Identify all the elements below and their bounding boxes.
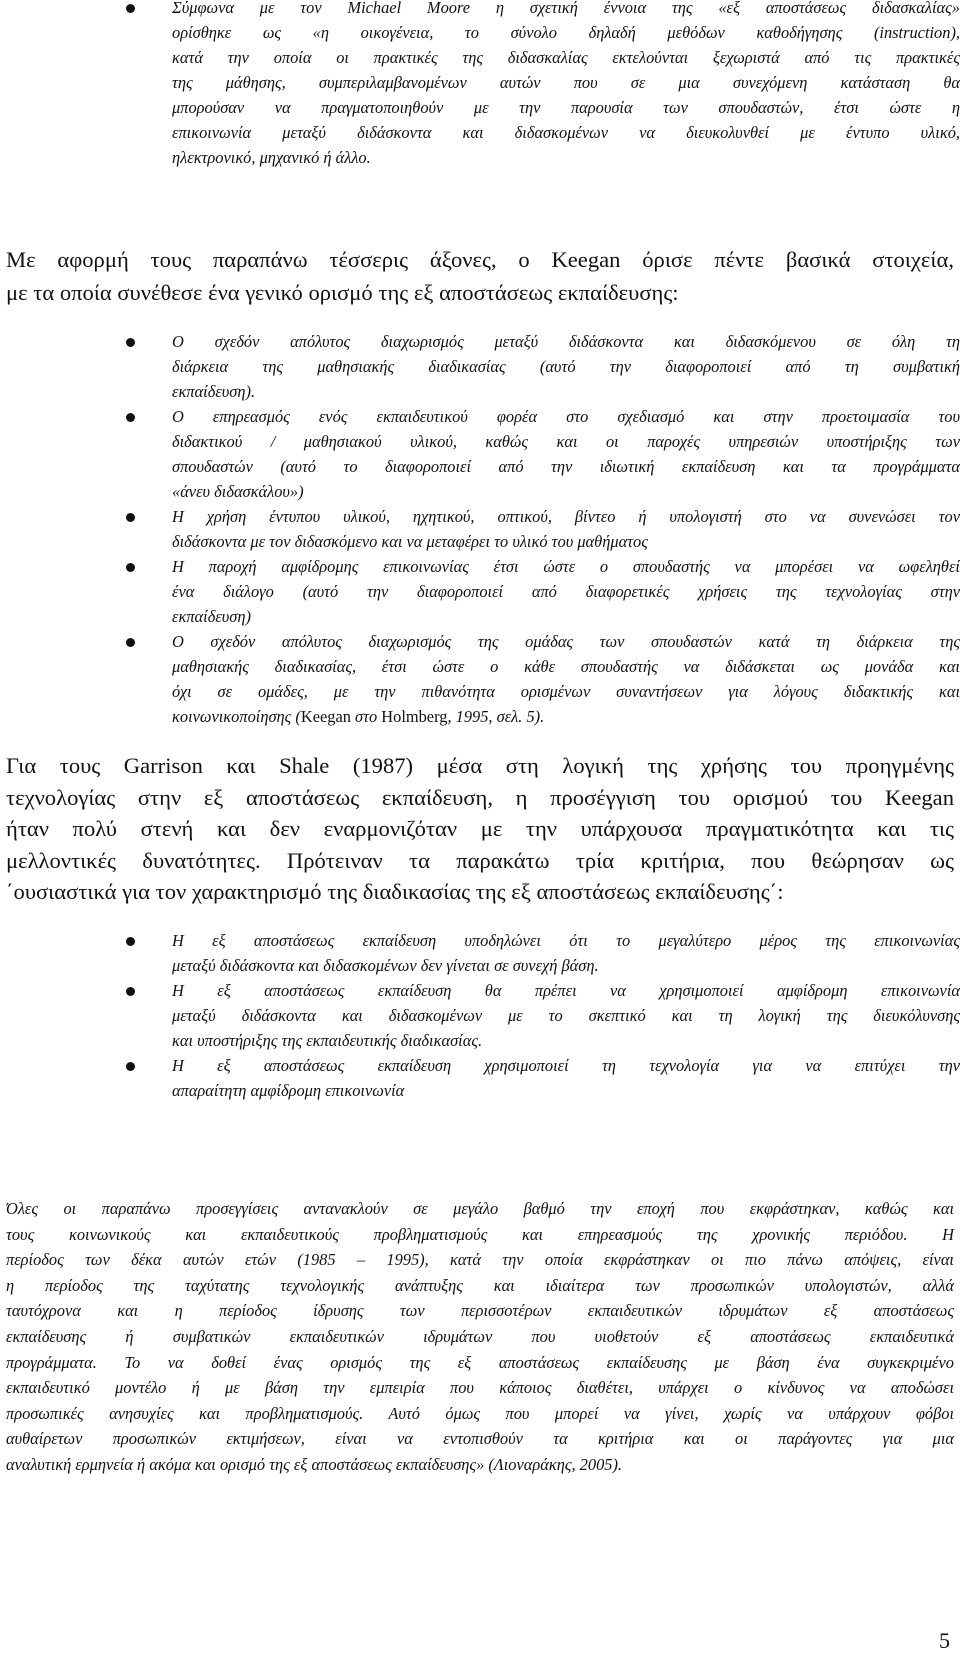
text-line: ΄ουσιαστικά για τον χαρακτηρισμό της διαδικασίας της εξ αποστάσεως εκπαίδευσης΄: bbox=[6, 879, 784, 904]
text-line: τους κοινωνικούς και εκπαιδευτικούς προβληματισμούς και επηρεασμούς της χρονικής περιόδου. Η bbox=[6, 1224, 954, 1244]
list-item bbox=[0, 1053, 960, 1103]
keegan-elements-list bbox=[0, 329, 960, 729]
list-item bbox=[0, 404, 960, 504]
moore-definition-list bbox=[0, 0, 960, 170]
text-line: απαραίτητη αμφίδρομη επικοινωνία bbox=[172, 1081, 405, 1100]
citation-part: κοινωνικοποίησης ( bbox=[172, 707, 301, 726]
bullet-icon bbox=[126, 987, 135, 996]
text-line: η περίοδος της ταχύτατης τεχνολογικής ανάπτυξης και ιδιαίτερα των προσωπικών υπολογιστών, αλλά bbox=[6, 1275, 954, 1295]
text-line: μελλοντικές δυνατότητες. Πρότειναν τα παρακάτω τρία κριτήρια, που θεώρησαν ως bbox=[6, 847, 954, 873]
text-line: Ο σχεδόν απόλυτος διαχωρισμός μεταξύ διδάσκοντα και διδασκόμενου σε όλη τη bbox=[172, 332, 960, 351]
text-line: Όλες οι παραπάνω προσεγγίσεις αντανακλούν σε μεγάλο βαθμό την εποχή που εκφράστηκαν, καθώς και bbox=[6, 1199, 954, 1218]
bullet-icon bbox=[126, 413, 135, 422]
citation-author: Keegan bbox=[300, 707, 351, 726]
text-line: διάρκεια της μαθησιακής διαδικασίας (αυτό την διαφοροποιεί από τη συμβατική bbox=[172, 357, 960, 376]
list-item bbox=[0, 554, 960, 629]
text-line: Η χρήση έντυπου υλικού, ηχητικού, οπτικού, βίντεο ή υπολογιστή στο να συνενώσει τον bbox=[172, 507, 960, 526]
bullet-icon bbox=[126, 338, 135, 347]
text-line: κατά την οποία οι πρακτικές της διδασκαλίας εκτελούνται ξεχωριστά από τις πρακτικές bbox=[172, 48, 960, 67]
paragraph-garrison-shale bbox=[6, 750, 954, 908]
text-line: μεταξύ διδάσκοντα και διδασκομένων δεν γίνεται σε συνεχή βάση. bbox=[172, 956, 599, 975]
list-item bbox=[0, 329, 960, 404]
text-line: Ο σχεδόν απόλυτος διαχωρισμός της ομάδας των σπουδαστών κατά τη διάρκεια της bbox=[172, 632, 960, 651]
text-line: με τα οποία συνέθεσε ένα γενικό ορισμό της εξ αποστάσεως εκπαίδευσης: bbox=[6, 279, 679, 305]
text-line: αυθαίρετων προσωπικών εκτιμήσεων, είναι να εντοπισθούν τα κριτήρια και οι παράγοντες για μια bbox=[6, 1429, 954, 1449]
text-line: εκπαιδευτικό μοντέλο ή με βάση την εμπειρία που κάποιος διαθέτει, υπάρχει ο κίνδυνος να αποδώσει bbox=[6, 1378, 954, 1398]
text-line: ένα διάλογο (αυτό την διαφοροποιεί από διαφορετικές χρήσεις της τεχνολογίας στην bbox=[172, 582, 960, 601]
text-line: Η παροχή αμφίδρομης επικοινωνίας έτσι ώστε ο σπουδαστής να μπορέσει να ωφεληθεί bbox=[172, 557, 960, 576]
text-line: μαθησιακής διαδικασίας, έτσι ώστε ο κάθε σπουδαστής να διδάσκεται ως μονάδα και bbox=[172, 657, 960, 676]
text-line: Η εξ αποστάσεως εκπαίδευση θα πρέπει να χρησιμοποιεί αμφίδρομη επικοινωνία bbox=[172, 981, 960, 1000]
text-line: Για τους Garrison και Shale (1987) μέσα στη λογική της χρήσης του προηγμένης bbox=[6, 753, 954, 778]
text-line: προσωπικές ανησυχίες και προβληματισμούς. Αυτό όμως που μπορεί να γίνει, χωρίς να υπάρχουν φόβοι bbox=[6, 1403, 954, 1423]
text-line: σπουδαστών (αυτό το διαφοροποιεί από την ιδιωτική εκπαίδευση και τα προγράμματα bbox=[172, 457, 960, 476]
text-line: Με αφορμή τους παραπάνω τέσσερις άξονες, ο Keegan όρισε πέντε βασικά στοιχεία, bbox=[6, 247, 954, 272]
text-line: διδάσκοντα με τον διδασκόμενο και να μεταφέρει το υλικό του μαθήματος bbox=[172, 532, 648, 551]
bullet-icon bbox=[126, 1062, 135, 1071]
text-line: περίοδος των δέκα αυτών ετών (1985 – 1995), κατά την οποία εκφράστηκαν οι πιο πάνω απόψεις, είναι bbox=[6, 1250, 954, 1270]
text-line: Σύμφωνα με τον Michael Moore η σχετική έννοια της «εξ αποστάσεως διδασκαλίας» bbox=[172, 0, 960, 17]
text-line: μεταξύ διδάσκοντα και διδασκομένων με το σκεπτικό και τη λογική της διευκόλυνσης bbox=[172, 1006, 960, 1025]
list-item bbox=[0, 0, 960, 170]
text-line: της μάθησης, συμπεριλαμβανομένων αυτών που σε μια συνεχόμενη κατάσταση θα bbox=[172, 73, 960, 92]
list-item bbox=[0, 504, 960, 554]
text-line: ορίσθηκε ως «η οικογένεια, το σύνολο δηλαδή μεθόδων καθοδήγησης (instruction), bbox=[172, 23, 960, 42]
text-line: προγράμματα. Το να δοθεί ένας ορισμός της εξ αποστάσεως εκπαίδευσης με βάση ένα συγκεκριμένο bbox=[6, 1352, 954, 1372]
text-line: εκπαίδευση). bbox=[172, 382, 256, 401]
text-line: αναλυτική ερμηνεία ή ακόμα και ορισμό της εξ αποστάσεως εκπαίδευσης» (Λιοναράκης, 2005). bbox=[6, 1454, 623, 1474]
text-line: ήταν πολύ στενή και δεν εναρμονιζόταν με την υπάρχουσα πραγματικότητα και τις bbox=[6, 816, 954, 841]
citation-author: Holmberg bbox=[381, 707, 448, 726]
paragraph-keegan-intro bbox=[6, 244, 954, 309]
text-line: μπορούσαν να πραγματοποιηθούν με την παρουσία των σπουδαστών, έτσι ώστε η bbox=[172, 98, 960, 117]
list-item bbox=[0, 978, 960, 1053]
citation-line bbox=[172, 704, 960, 729]
bullet-icon bbox=[126, 638, 135, 647]
page-number: 5 bbox=[939, 1628, 950, 1653]
text-line: «άνευ διδασκάλου») bbox=[172, 482, 304, 501]
text-line: Η εξ αποστάσεως εκπαίδευση υποδηλώνει ότι το μεγαλύτερο μέρος της επικοινωνίας bbox=[172, 931, 960, 950]
citation-part: , 1995, σελ. 5). bbox=[447, 707, 545, 726]
text-line: ταυτόχρονα και η περίοδος ίδρυσης των περισσοτέρων εκπαιδευτικών ιδρυμάτων εξ αποστάσεως bbox=[6, 1301, 954, 1321]
list-item bbox=[0, 629, 960, 729]
text-line: Ο επηρεασμός ενός εκπαιδευτικού φορέα στο σχεδιασμό και στην προετοιμασία του bbox=[172, 407, 960, 426]
list-item bbox=[0, 928, 960, 978]
criteria-list bbox=[0, 928, 960, 1103]
bullet-icon bbox=[126, 4, 135, 13]
text-line: εκπαίδευση) bbox=[172, 607, 251, 626]
text-line: τεχνολογίας στην εξ αποστάσεως εκπαίδευση, η προσέγγιση του ορισμού του Keegan bbox=[6, 784, 954, 810]
bullet-icon bbox=[126, 563, 135, 572]
text-line: Η εξ αποστάσεως εκπαίδευση χρησιμοποιεί τη τεχνολογία για να επιτύχει την bbox=[172, 1056, 960, 1075]
bullet-icon bbox=[126, 513, 135, 522]
text-line: εκπαίδευσης ή συμβατικών εκπαιδευτικών ιδρυμάτων που υιοθετούν εξ αποστάσεως εκπαιδευτικά bbox=[6, 1326, 954, 1346]
paragraph-lionarakis bbox=[6, 1196, 954, 1478]
text-line: ηλεκτρονικό, μηχανικό ή άλλο. bbox=[172, 148, 371, 167]
text-line: και υποστήριξης της εκπαιδευτικής διαδικασίας. bbox=[172, 1031, 483, 1050]
text-line: διδακτικού / μαθησιακού υλικού, καθώς και οι παροχές υπηρεσιών υποστήριξης των bbox=[172, 432, 960, 451]
citation-part: στο bbox=[350, 707, 382, 726]
bullet-icon bbox=[126, 937, 135, 946]
text-line: επικοινωνία μεταξύ διδάσκοντα και διδασκομένων να διευκολυνθεί με έντυπο υλικό, bbox=[172, 123, 960, 142]
text-line: όχι σε ομάδες, με την πιθανότητα ορισμένων συναντήσεων για λόγους διδακτικής και bbox=[172, 682, 960, 701]
